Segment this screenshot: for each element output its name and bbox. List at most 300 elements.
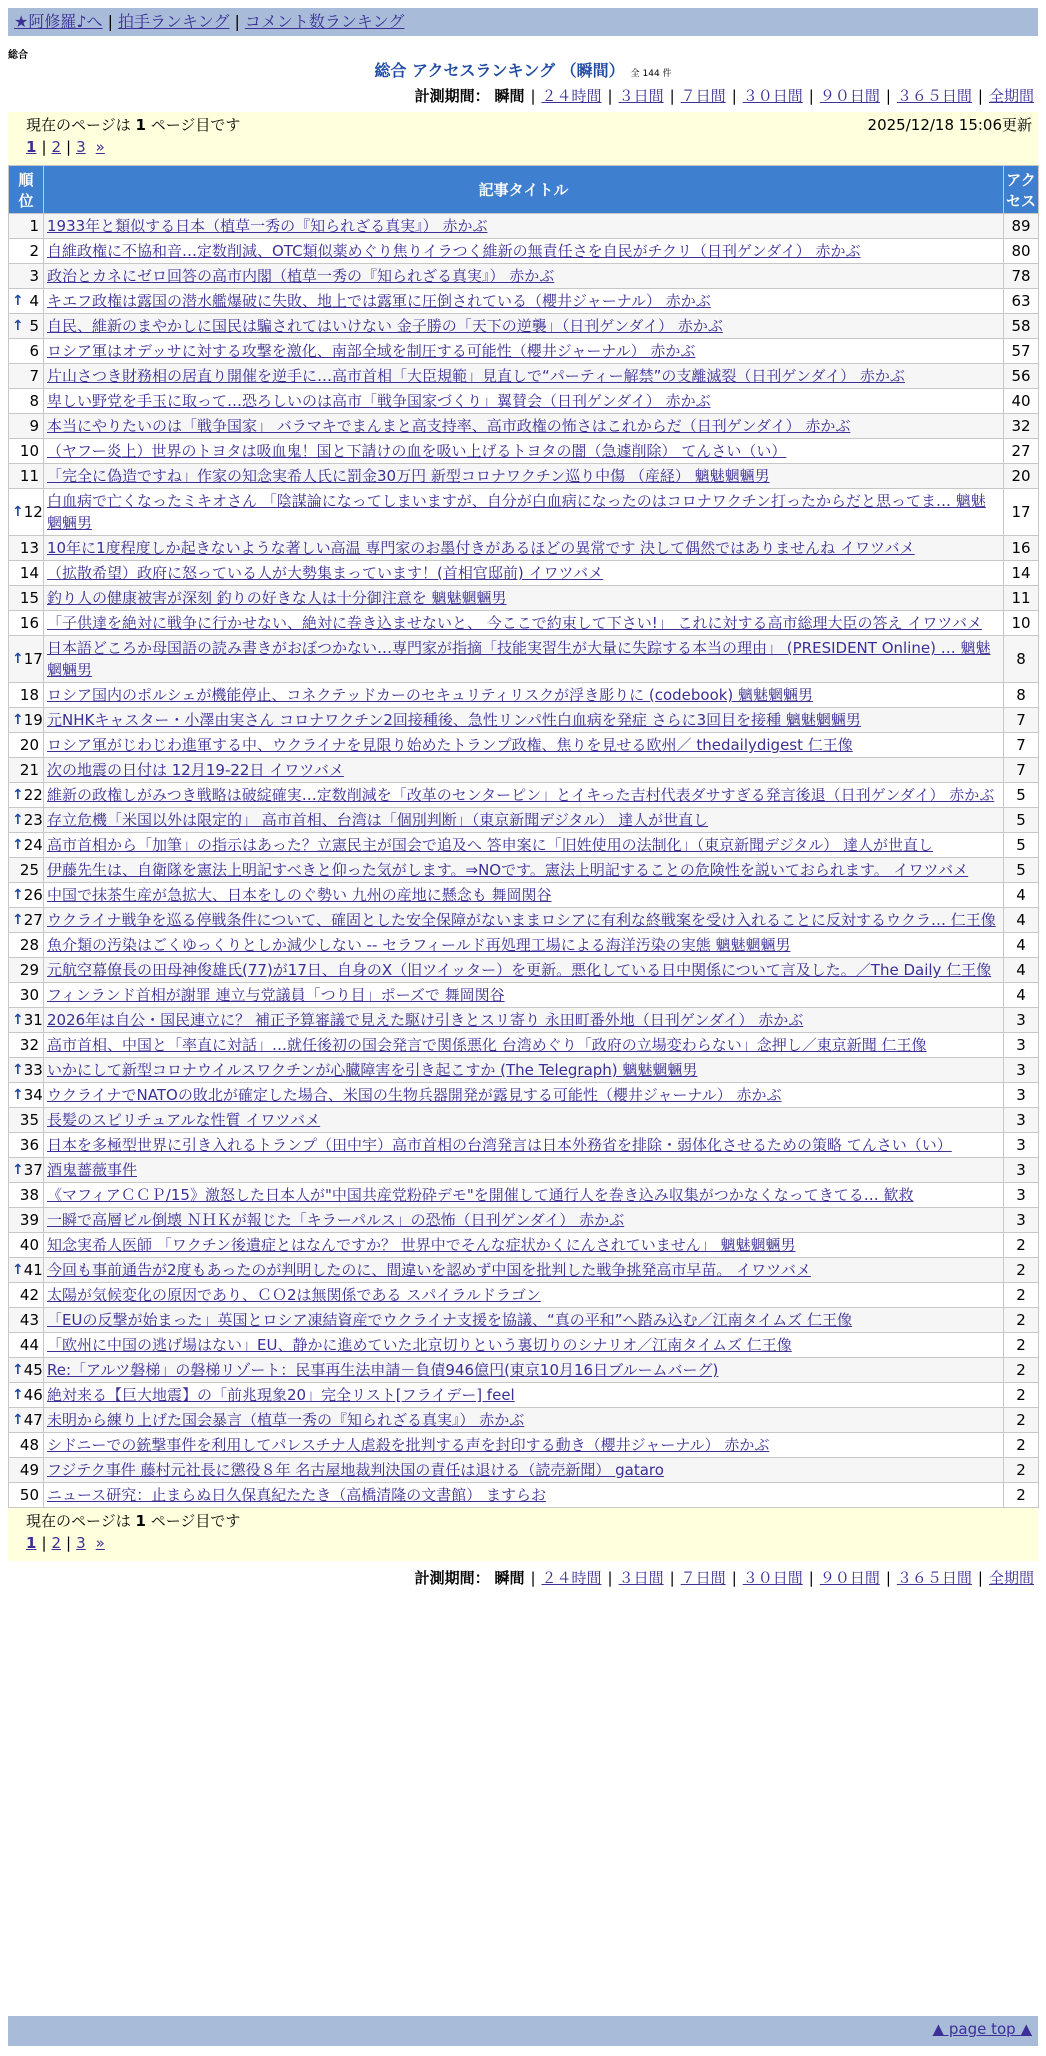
page-link-3[interactable]: 3	[76, 138, 86, 156]
table-row	[9, 1033, 1039, 1058]
period-label: 計測期間：	[414, 87, 490, 105]
rank-number: 31	[23, 1011, 43, 1029]
access-count: 32	[1004, 414, 1039, 439]
access-count: 7	[1004, 758, 1039, 783]
article-link[interactable]: 白血病で亡くなったミキオさん 「陰謀論になってしまいますが、自分が白血病になったのはコロナワクチン打ったからだと思ってま… 魑魅魍魎男	[47, 492, 986, 532]
rank-cell	[9, 536, 44, 561]
rank-number: 38	[19, 1186, 39, 1204]
rank-number: 45	[23, 1361, 43, 1379]
access-count: 27	[1004, 439, 1039, 464]
article-link[interactable]: フジテク事件 藤村元社長に懲役８年 名古屋地裁判決国の責任は退ける（読売新聞） gataro	[47, 1461, 664, 1479]
title-cell	[44, 733, 1004, 758]
table-row	[9, 289, 1039, 314]
article-link[interactable]: 卑しい野党を手玉に取って…恐ろしいのは高市「戦争国家づくり」翼賛会（日刊ゲンダイ） 赤かぶ	[47, 392, 711, 410]
rank-cell	[9, 364, 44, 389]
access-count: 3	[1004, 1183, 1039, 1208]
rank-number: 23	[23, 811, 43, 829]
rank-number: 18	[19, 686, 39, 704]
article-link[interactable]: ロシア国内のポルシェが機能停止、コネクテッドカーのセキュリティリスクが浮き彫りに (codebook) 魑魅魍魎男	[47, 686, 814, 704]
table-row	[9, 833, 1039, 858]
period-selector-bottom: 計測期間： 瞬間 | ２４時間 | ３日間 | ７日間 | ３０日間 | ９０日間 | ３６５日間 | 全期間	[414, 1569, 1034, 1587]
article-link[interactable]: 《マフィアＣＣＰ/15》激怒した日本人が"中国共産党粉砕デモ"を開催して通行人を巻き込み収集がつかなくなってきてる… 歓救	[47, 1186, 914, 1204]
access-count: 14	[1004, 561, 1039, 586]
table-row	[9, 808, 1039, 833]
article-link[interactable]: 本当にやりたいのは「戦争国家」 バラマキでまんまと高支持率、高市政権の怖さはこれからだ（日刊ゲンダイ） 赤かぶ	[47, 417, 851, 435]
title-cell	[44, 958, 1004, 983]
access-count: 8	[1004, 636, 1039, 683]
rank-up-arrow-icon: ↑	[12, 837, 24, 853]
rank-cell	[9, 239, 44, 264]
page-top-link[interactable]: ▲ page top ▲	[932, 2020, 1032, 2038]
access-count: 57	[1004, 339, 1039, 364]
title-column-header: 記事タイトル	[44, 166, 1004, 214]
rank-up-arrow-icon: ↑	[12, 712, 24, 728]
ranking-table	[8, 165, 1039, 1508]
bottom-bar	[8, 2016, 1038, 2046]
rank-cell	[9, 958, 44, 983]
period-30d-link[interactable]: ３０日間	[742, 1569, 803, 1587]
page-link-2[interactable]: 2	[51, 1534, 62, 1552]
table-row	[9, 1058, 1039, 1083]
period-30d-link[interactable]: ３０日間	[742, 87, 803, 105]
table-row	[9, 1108, 1039, 1133]
title-cell	[44, 1408, 1004, 1433]
article-link[interactable]: 1933年と類似する日本（植草一秀の『知られざる真実』） 赤かぶ	[47, 217, 488, 235]
title-cell	[44, 783, 1004, 808]
rank-number: 1	[29, 217, 39, 235]
article-link[interactable]: 中国で抹茶生産が急拡大、日本をしのぐ勢い 九州の産地に懸念も 舞岡関谷	[47, 886, 552, 904]
access-count: 7	[1004, 708, 1039, 733]
title-cell	[44, 439, 1004, 464]
rank-number: 49	[19, 1461, 39, 1479]
period-3d-link[interactable]: ３日間	[618, 1569, 664, 1587]
access-count: 2	[1004, 1233, 1039, 1258]
table-row	[9, 1008, 1039, 1033]
article-link[interactable]: 長髪のスピリチュアルな性質 イワツバメ	[47, 1111, 321, 1129]
access-count: 17	[1004, 489, 1039, 536]
rank-number: 10	[19, 442, 39, 460]
period-24h-link[interactable]: ２４時間	[541, 87, 602, 105]
period-current: 瞬間	[494, 1569, 525, 1587]
title-cell	[44, 339, 1004, 364]
next-page-link[interactable]: »	[95, 1534, 105, 1552]
rank-up-arrow-icon: ↑	[12, 787, 24, 803]
rank-number: 22	[23, 786, 43, 804]
table-row	[9, 314, 1039, 339]
title-cell	[44, 389, 1004, 414]
category-label: 総合	[8, 50, 28, 61]
access-column-header: アク セス	[1004, 166, 1039, 214]
title-cell	[44, 414, 1004, 439]
access-count: 10	[1004, 611, 1039, 636]
page-link-3[interactable]: 3	[76, 1534, 86, 1552]
rank-up-arrow-icon: ↑	[12, 318, 24, 334]
article-link[interactable]: 魚介類の汚染はごくゆっくりとしか減少しない -- セラフィールド再処理工場による海洋汚染の実態 魑魅魍魎男	[47, 936, 791, 954]
top-nav-bar	[8, 8, 1038, 36]
rank-number: 20	[19, 736, 39, 754]
access-count: 2	[1004, 1383, 1039, 1408]
page-heading: 総合 アクセスランキング （瞬間）	[374, 61, 625, 80]
article-link[interactable]: 「EUの反撃が始まった」英国とロシア凍結資産でウクライナ支援を協議、“真の平和”へ踏み込む／江南タイムズ 仁王像	[47, 1311, 853, 1329]
title-cell	[44, 1058, 1004, 1083]
rank-number: 7	[29, 367, 39, 385]
table-row	[9, 1258, 1039, 1283]
rank-cell	[9, 1358, 44, 1383]
access-count: 2	[1004, 1408, 1039, 1433]
table-row	[9, 1308, 1039, 1333]
article-link[interactable]: 自維政権に不協和音…定数削減、OTC類似薬めぐり焦りイラつく維新の無責任さを自民がチクリ（日刊ゲンダイ） 赤かぶ	[47, 242, 861, 260]
rank-cell	[9, 1483, 44, 1508]
table-row	[9, 389, 1039, 414]
rank-cell	[9, 1233, 44, 1258]
article-link[interactable]: 高市首相から「加筆」の指示はあった？立憲民主が国会で追及へ 答申案に「旧姓使用の法制化」（東京新聞デジタル） 達人が世直し	[47, 836, 933, 854]
access-count: 4	[1004, 883, 1039, 908]
table-row	[9, 933, 1039, 958]
rank-cell	[9, 808, 44, 833]
access-count: 5	[1004, 783, 1039, 808]
article-link[interactable]: Re:「アルツ磐梯」の磐梯リゾート：民事再生法申請－負債946億円(東京10月16日ブルームバーグ)	[47, 1361, 719, 1379]
rank-number: 21	[19, 761, 39, 779]
access-count: 3	[1004, 1083, 1039, 1108]
page-title	[0, 60, 1046, 85]
title-cell	[44, 1208, 1004, 1233]
article-link[interactable]: ニュース研究：止まらぬ日久保真紀たたき（高橋清隆の文書館） ますらお	[47, 1486, 547, 1504]
article-link[interactable]: ロシア軍はオデッサに対する攻撃を激化、南部全域を制圧する可能性（櫻井ジャーナル） 赤かぶ	[47, 342, 696, 360]
article-link[interactable]: （ヤフー炎上）世界のトヨタは吸血鬼！国と下請けの血を吸い上げるトヨタの闇（急遽削除） てんさい（い）	[47, 442, 787, 460]
rank-cell	[9, 708, 44, 733]
article-link[interactable]: フィンランド首相が謝罪 連立与党議員「つり目」ポーズで 舞岡関谷	[47, 986, 505, 1004]
access-count: 5	[1004, 858, 1039, 883]
table-row	[9, 1158, 1039, 1183]
rank-number: 17	[23, 650, 43, 668]
rank-cell	[9, 933, 44, 958]
article-link[interactable]: 未明から練り上げた国会暴言（植草一秀の『知られざる真実』） 赤かぶ	[47, 1411, 525, 1429]
article-link[interactable]: 政治とカネにゼロ回答の高市内閣（植草一秀の『知られざる真実』） 赤かぶ	[47, 267, 555, 285]
rank-cell	[9, 733, 44, 758]
rank-cell	[9, 1283, 44, 1308]
article-link[interactable]: 次の地震の日付は 12月19-22日 イワツバメ	[47, 761, 344, 779]
access-count: 2	[1004, 1283, 1039, 1308]
title-cell	[44, 611, 1004, 636]
access-count: 2	[1004, 1308, 1039, 1333]
title-cell	[44, 883, 1004, 908]
title-cell	[44, 1333, 1004, 1358]
period-3d-link[interactable]: ３日間	[618, 87, 664, 105]
rank-number: 24	[23, 836, 43, 854]
access-count: 16	[1004, 536, 1039, 561]
rank-up-arrow-icon: ↑	[12, 1087, 24, 1103]
article-link[interactable]: ウクライナでNATOの敗北が確定した場合、米国の生物兵器開発が露見する可能性（櫻井ジャーナル） 赤かぶ	[47, 1086, 782, 1104]
access-count: 80	[1004, 239, 1039, 264]
table-row	[9, 708, 1039, 733]
rank-number: 41	[23, 1261, 43, 1279]
table-row	[9, 1333, 1039, 1358]
rank-cell	[9, 1083, 44, 1108]
rank-up-arrow-icon: ↑	[12, 912, 24, 928]
rank-cell	[9, 1133, 44, 1158]
rank-cell	[9, 883, 44, 908]
title-cell	[44, 1358, 1004, 1383]
article-link[interactable]: 伊藤先生は、自衛隊を憲法上明記すべきと仰った気がします。⇒NOです。憲法上明記することの危険性を説いておられます。 イワツバメ	[47, 861, 969, 879]
article-link[interactable]: 元NHKキャスター・小澤由実さん コロナワクチン2回接種後、急性リンパ性白血病を発症 さらに3回目を接種 魑魅魍魎男	[47, 711, 861, 729]
table-row	[9, 908, 1039, 933]
table-row	[9, 1183, 1039, 1208]
table-row	[9, 758, 1039, 783]
rank-cell	[9, 858, 44, 883]
access-count: 3	[1004, 1158, 1039, 1183]
article-link[interactable]: ロシア軍がじわじわ進軍する中、ウクライナを見限り始めたトランプ政権、焦りを見せる欧州／ thedailydigest 仁王像	[47, 736, 853, 754]
period-all-link[interactable]: 全期間	[988, 1569, 1034, 1587]
rank-number: 26	[23, 886, 43, 904]
rank-cell	[9, 783, 44, 808]
rank-cell	[9, 683, 44, 708]
article-link[interactable]: 「子供達を絶対に戦争に行かせない、絶対に巻き込ませないと、 今ここで約束して下さい!」 これに対する高市総理大臣の答え イワツバメ	[47, 614, 983, 632]
page-info-text: 現在のページは 1 ページ目です	[26, 116, 241, 134]
access-count: 11	[1004, 586, 1039, 611]
applause-ranking-link[interactable]: 拍手ランキング	[117, 12, 230, 31]
title-cell	[44, 1133, 1004, 1158]
rank-number: 2	[29, 242, 39, 260]
rank-cell	[9, 1308, 44, 1333]
title-cell	[44, 1483, 1004, 1508]
title-cell	[44, 933, 1004, 958]
rank-cell	[9, 1258, 44, 1283]
access-count: 2	[1004, 1358, 1039, 1383]
table-row	[9, 958, 1039, 983]
rank-number: 32	[19, 1036, 39, 1054]
table-row	[9, 733, 1039, 758]
rank-cell	[9, 1433, 44, 1458]
table-row	[9, 239, 1039, 264]
rank-up-arrow-icon: ↑	[12, 1387, 24, 1403]
updated-timestamp: 2025/12/18 15:06更新	[867, 116, 1032, 134]
rank-cell	[9, 1383, 44, 1408]
rank-number: 12	[23, 503, 43, 521]
title-cell	[44, 808, 1004, 833]
rank-cell	[9, 1058, 44, 1083]
article-link[interactable]: 10年に1度程度しか起きないような著しい高温 専門家のお墨付きがあるほどの異常です 決して偶然ではありませんね イワツバメ	[47, 539, 915, 557]
article-link[interactable]: 日本を多極型世界に引き入れるトランプ（田中宇）高市首相の台湾発言は日本外務省を排除・弱体化させるための策略 てんさい（い）	[47, 1136, 952, 1154]
period-24h-link[interactable]: ２４時間	[541, 1569, 602, 1587]
access-count: 3	[1004, 1008, 1039, 1033]
rank-number: 28	[19, 936, 39, 954]
rank-number: 43	[19, 1311, 39, 1329]
rank-up-arrow-icon: ↑	[12, 887, 24, 903]
access-count: 63	[1004, 289, 1039, 314]
period-label: 計測期間：	[414, 1569, 490, 1587]
access-count: 3	[1004, 1133, 1039, 1158]
access-count: 4	[1004, 908, 1039, 933]
rank-number: 3	[29, 267, 39, 285]
article-link[interactable]: ウクライナ戦争を巡る停戦条件について、確固とした安全保障がないままロシアに有利な終戦案を受け入れることに反対するウクラ… 仁王像	[47, 911, 996, 929]
article-link[interactable]: 2026年は自公・国民連立に？ 補正予算審議で見えた駆け引きとスリ寄り 永田町番外地（日刊ゲンダイ） 赤かぶ	[47, 1011, 804, 1029]
access-count: 20	[1004, 464, 1039, 489]
table-row	[9, 683, 1039, 708]
access-count: 2	[1004, 1458, 1039, 1483]
rank-cell	[9, 1033, 44, 1058]
rank-number: 15	[19, 589, 39, 607]
table-row	[9, 1383, 1039, 1408]
article-link[interactable]: （拡散希望）政府に怒っている人が大勢集まっています！(首相官邸前) イワツバメ	[47, 564, 604, 582]
access-count: 58	[1004, 314, 1039, 339]
article-link[interactable]: 絶対来る【巨大地震】の「前兆現象20」完全リスト[フライデー] feel	[47, 1386, 515, 1404]
rank-number: 42	[19, 1286, 39, 1304]
rank-number: 6	[29, 342, 39, 360]
table-row	[9, 586, 1039, 611]
access-count: 3	[1004, 1108, 1039, 1133]
article-link[interactable]: 元航空幕僚長の田母神俊雄氏(77)が17日、自身のX（旧ツイッター）を更新。悪化している日中関係について言及した。／The Daily 仁王像	[47, 961, 992, 979]
period-365d-link[interactable]: ３６５日間	[896, 87, 972, 105]
article-link[interactable]: 維新の政権しがみつき戦略は破綻確実…定数削減を「改革のセンターピン」とイキった吉村代表ダサすぎる発言後退（日刊ゲンダイ） 赤かぶ	[47, 786, 995, 804]
title-cell	[44, 1458, 1004, 1483]
access-count: 7	[1004, 733, 1039, 758]
comment-ranking-link[interactable]: コメント数ランキング	[244, 12, 405, 31]
article-link[interactable]: キエフ政権は露国の潜水艦爆破に失敗、地上では露軍に圧倒されている（櫻井ジャーナル） 赤かぶ	[47, 292, 711, 310]
rank-cell	[9, 264, 44, 289]
table-row	[9, 1433, 1039, 1458]
period-all-link[interactable]: 全期間	[988, 87, 1034, 105]
access-count: 2	[1004, 1483, 1039, 1508]
rank-number: 34	[23, 1086, 43, 1104]
access-count: 3	[1004, 1058, 1039, 1083]
rank-number: 30	[19, 986, 39, 1004]
article-link[interactable]: 今回も事前通告が2度もあったのが判明したのに、間違いを認めず中国を批判した戦争挑発高市早苗。 イワツバメ	[47, 1261, 811, 1279]
table-row	[9, 1133, 1039, 1158]
title-cell	[44, 239, 1004, 264]
title-cell	[44, 1283, 1004, 1308]
period-selector-top: 計測期間： 瞬間 | ２４時間 | ３日間 | ７日間 | ３０日間 | ９０日間 | ３６５日間 | 全期間	[414, 87, 1034, 105]
article-link[interactable]: いかにして新型コロナウイルスワクチンが心臓障害を引き起こすか (The Telegraph) 魑魅魍魎男	[47, 1061, 698, 1079]
access-count: 2	[1004, 1258, 1039, 1283]
rank-cell	[9, 414, 44, 439]
rank-cell	[9, 611, 44, 636]
page-info-text: 現在のページは 1 ページ目です	[26, 1512, 241, 1530]
rank-up-arrow-icon: ↑	[12, 1062, 24, 1078]
page-link-1[interactable]: 1	[26, 138, 37, 156]
rank-number: 33	[23, 1061, 43, 1079]
title-cell	[44, 1308, 1004, 1333]
rank-number: 8	[29, 392, 39, 410]
title-cell	[44, 1233, 1004, 1258]
access-count: 4	[1004, 958, 1039, 983]
rank-cell	[9, 908, 44, 933]
article-link[interactable]: 太陽が気候変化の原因であり、ＣＯ2は無関係である スパイラルドラゴン	[47, 1286, 541, 1304]
article-link[interactable]: 「欧州に中国の逃げ場はない」EU、静かに進めていた北京切りという裏切りのシナリオ／江南タイムズ 仁王像	[47, 1336, 792, 1354]
page-link-2[interactable]: 2	[51, 138, 62, 156]
rank-cell	[9, 1158, 44, 1183]
period-current: 瞬間	[494, 87, 525, 105]
home-link[interactable]: ★阿修羅♪へ	[14, 12, 103, 31]
rank-cell	[9, 389, 44, 414]
table-row	[9, 983, 1039, 1008]
table-row	[9, 636, 1039, 683]
access-count: 3	[1004, 1033, 1039, 1058]
table-row	[9, 414, 1039, 439]
table-row	[9, 783, 1039, 808]
rank-number: 47	[23, 1411, 43, 1429]
table-row	[9, 883, 1039, 908]
access-count: 5	[1004, 833, 1039, 858]
article-link[interactable]: 高市首相、中国と「率直に対話」…就任後初の国会発言で関係悪化 台湾めぐり「政府の立場変わらない」念押し／東京新聞 仁王像	[47, 1036, 927, 1054]
rank-up-arrow-icon: ↑	[12, 1012, 24, 1028]
article-link[interactable]: シドニーでの銃撃事件を利用してパレスチナ人虐殺を批判する声を封印する動き（櫻井ジャーナル） 赤かぶ	[47, 1436, 770, 1454]
rank-cell	[9, 464, 44, 489]
article-link[interactable]: 知念実希人医師 「ワクチン後遺症とはなんですか？ 世界中でそんな症状かくにんされていません」 魑魅魍魎男	[47, 1236, 796, 1254]
rank-cell	[9, 1008, 44, 1033]
title-cell	[44, 708, 1004, 733]
period-7d-link[interactable]: ７日間	[680, 87, 726, 105]
table-row	[9, 1208, 1039, 1233]
article-link[interactable]: 一瞬で高層ビル倒壊 ＮＨＫが報じた「キラーパルス」の恐怖（日刊ゲンダイ） 赤かぶ	[47, 1211, 625, 1229]
table-row	[9, 1483, 1039, 1508]
period-7d-link[interactable]: ７日間	[680, 1569, 726, 1587]
rank-cell	[9, 439, 44, 464]
article-link[interactable]: 存立危機「米国以外は限定的」 高市首相、台湾は「個別判断」（東京新聞デジタル） 達人が世直し	[47, 811, 709, 829]
rank-cell	[9, 758, 44, 783]
title-cell	[44, 1108, 1004, 1133]
access-count: 8	[1004, 683, 1039, 708]
rank-cell	[9, 636, 44, 683]
period-90d-link[interactable]: ９０日間	[819, 87, 880, 105]
total-count: 全 144 件	[630, 69, 672, 79]
rank-cell	[9, 586, 44, 611]
title-cell	[44, 1433, 1004, 1458]
access-count: 4	[1004, 983, 1039, 1008]
table-row	[9, 489, 1039, 536]
period-90d-link[interactable]: ９０日間	[819, 1569, 880, 1587]
page-link-1[interactable]: 1	[26, 1534, 37, 1552]
title-cell	[44, 464, 1004, 489]
rank-number: 5	[29, 317, 39, 335]
article-link[interactable]: 自民、維新のまやかしに国民は騙されてはいけない 金子勝の「天下の逆襲」（日刊ゲンダイ） 赤かぶ	[47, 317, 723, 335]
rank-number: 40	[19, 1236, 39, 1254]
title-cell	[44, 489, 1004, 536]
title-cell	[44, 264, 1004, 289]
access-count: 89	[1004, 214, 1039, 239]
rank-number: 29	[19, 961, 39, 979]
table-row	[9, 439, 1039, 464]
pagination-bottom: 1 | 2 | 3 »	[26, 1534, 105, 1552]
article-link[interactable]: 釣り人の健康被害が深刻 釣りの好きな人は十分御注意を 魑魅魍魎男	[47, 589, 507, 607]
title-cell	[44, 683, 1004, 708]
title-cell	[44, 289, 1004, 314]
title-cell	[44, 1033, 1004, 1058]
rank-number: 50	[19, 1486, 39, 1504]
rank-number: 39	[19, 1211, 39, 1229]
rank-cell	[9, 1333, 44, 1358]
table-row	[9, 611, 1039, 636]
rank-cell	[9, 214, 44, 239]
table-row	[9, 561, 1039, 586]
rank-number: 9	[29, 417, 39, 435]
rank-number: 36	[19, 1136, 39, 1154]
rank-number: 37	[23, 1161, 43, 1179]
rank-cell	[9, 489, 44, 536]
article-link[interactable]: 酒鬼薔薇事件	[47, 1161, 138, 1179]
article-link[interactable]: 日本語どころか母国語の読み書きがおぼつかない…専門家が指摘「技能実習生が大量に失踪する本当の理由」 (PRESIDENT Online) … 魑魅魍魎男	[47, 639, 991, 679]
period-365d-link[interactable]: ３６５日間	[896, 1569, 972, 1587]
article-link[interactable]: 片山さつき財務相の居直り開催を逆手に…高市首相「大臣規範」見直しで“パーティー解禁”の支離滅裂（日刊ゲンダイ） 赤かぶ	[47, 367, 905, 385]
rank-number: 46	[23, 1386, 43, 1404]
access-count: 2	[1004, 1333, 1039, 1358]
ranking-rows	[9, 214, 1039, 1508]
rank-up-arrow-icon: ↑	[12, 504, 24, 520]
title-cell	[44, 858, 1004, 883]
next-page-link[interactable]: »	[95, 138, 105, 156]
article-link[interactable]: 「完全に偽造ですね」作家の知念実希人氏に罰金30万円 新型コロナワクチン巡り中傷 （産経） 魑魅魍魎男	[47, 467, 770, 485]
rank-number: 16	[19, 614, 39, 632]
title-cell	[44, 364, 1004, 389]
